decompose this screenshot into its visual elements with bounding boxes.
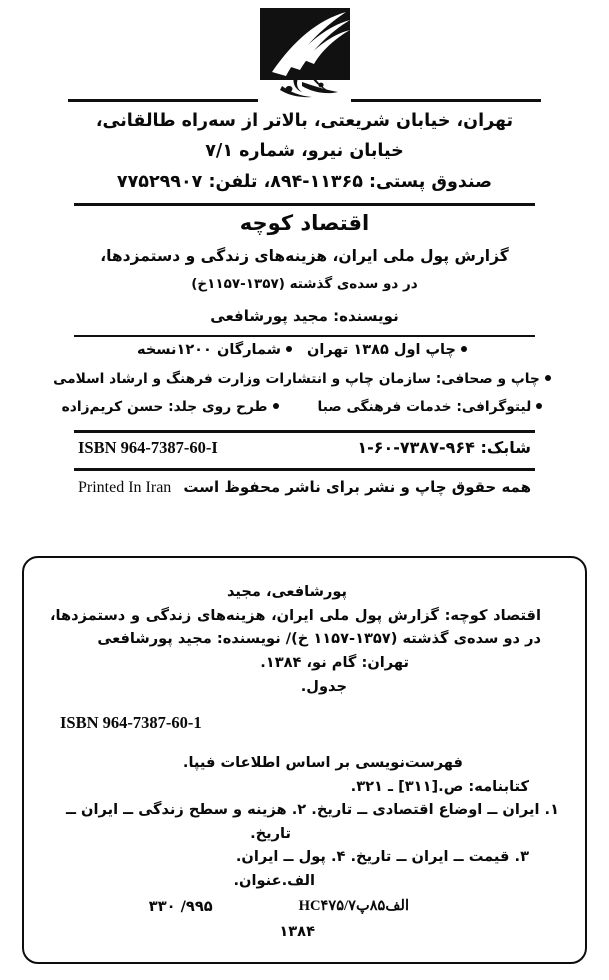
- publisher-logo-block: [0, 6, 609, 98]
- cip-call-number-row: [50, 895, 559, 919]
- edition-line: [0, 342, 609, 359]
- cip-main-entry: پورشافعی، مجید: [227, 583, 347, 600]
- divider-top-right: [351, 99, 541, 102]
- gam-e-no-logo-icon: [242, 6, 368, 98]
- cip-isbn: ISBN 964-7387-60-1: [60, 713, 202, 733]
- book-subtitle-line-1: گزارش پول ملی ایران، هزینه‌های زندگی و دستمزدها،: [100, 247, 509, 265]
- rights-row: [78, 478, 531, 497]
- bullet-icon: [286, 346, 292, 352]
- book-author: نویسنده: مجید پورشافعی: [210, 307, 399, 325]
- cip-lc-call-number: HC۴۷۵/الف۸۵پ۷: [298, 897, 409, 914]
- divider-above-title: [74, 203, 535, 206]
- printed-in-iran: Printed In Iran: [78, 479, 172, 496]
- cover-design-value: طرح روی جلد: حسن کریم‌زاده: [61, 399, 268, 415]
- cip-dewey-number: ۳۳۰ /۹۹۵: [148, 897, 213, 915]
- cip-title-statement: اقتصاد کوچه: گزارش پول ملی ایران، هزینه‌های زندگی و دستمزدها، در دو سده‌ی گذشته (۱۳۵۷-۱۱۵۷ خ)/ نویسنده: مجید پورشافعی: [50, 606, 541, 648]
- isbn-latin: ISBN 964-7387-60-I: [78, 438, 218, 457]
- rights-notice-persian: همه حقوق چاپ و نشر برای ناشر محفوظ است: [183, 478, 531, 496]
- divider-top-left: [68, 99, 258, 102]
- cip-imprint: تهران: گام نو، ۱۳۸۴.: [260, 653, 409, 671]
- bullet-icon: [545, 375, 551, 381]
- divider-above-isbn: [74, 430, 535, 433]
- litho-cover-line: [34, 399, 575, 415]
- cip-record-box: [22, 556, 587, 964]
- cip-bibliography-note: کتابنامه: ص.[۳۱۱] ـ ۳۲۱.: [350, 777, 529, 795]
- cip-subjects-line-2: تاریخ.: [250, 824, 291, 842]
- printing-binding-line: [34, 371, 575, 387]
- cip-subjects-line-1: ۱. ایران ــ اوضاع اقتصادی ــ تاریخ. ۲. هزینه و سطح زندگی ــ ایران ــ: [66, 801, 559, 819]
- divider-above-production: [74, 335, 535, 337]
- bullet-icon: [273, 403, 279, 409]
- cip-physical-description: جدول.: [300, 677, 347, 695]
- publisher-contact: صندوق پستی: ۱۱۳۶۵-۸۹۴، تلفن: ۷۷۵۲۹۹۰۷: [116, 172, 493, 192]
- book-subtitle-line-2: در دو سده‌ی گذشته (۱۳۵۷-۱۱۵۷خ): [191, 276, 418, 292]
- isbn-persian: شابک: ۹۶۴-۷۳۸۷-۶۰-۱: [357, 438, 531, 457]
- bullet-icon: [461, 346, 467, 352]
- edition-print-run: شمارگان ۱۲۰۰نسخه: [137, 342, 281, 358]
- printing-binding-value: چاپ و صحافی: سازمان چاپ و انتشارات وزارت فرهنگ و ارشاد اسلامی: [53, 371, 540, 387]
- cip-record-year: ۱۳۸۴: [279, 923, 315, 941]
- cip-added-entry: الف.عنوان.: [233, 872, 315, 890]
- cip-subjects-line-3: ۳. قیمت ــ ایران ــ تاریخ. ۴. پول ــ ایران.: [235, 848, 529, 866]
- isbn-row: [78, 438, 531, 458]
- cip-cataloging-note: فهرست‌نویسی بر اساس اطلاعات فیپا.: [182, 753, 463, 771]
- publisher-address-line-1: تهران، خیابان شریعتی، بالاتر از سه‌راه طالقانی،: [95, 111, 514, 131]
- divider-below-isbn: [74, 468, 535, 471]
- book-title: اقتصاد کوچه: [239, 211, 370, 235]
- bullet-icon: [536, 403, 542, 409]
- edition-first-print: چاپ اول ۱۳۸۵ تهران: [306, 342, 456, 358]
- publisher-address-line-2: خیابان نیرو، شماره ۷/۱: [205, 141, 404, 161]
- lithography-value: لیتوگرافی: خدمات فرهنگی صبا: [317, 399, 532, 415]
